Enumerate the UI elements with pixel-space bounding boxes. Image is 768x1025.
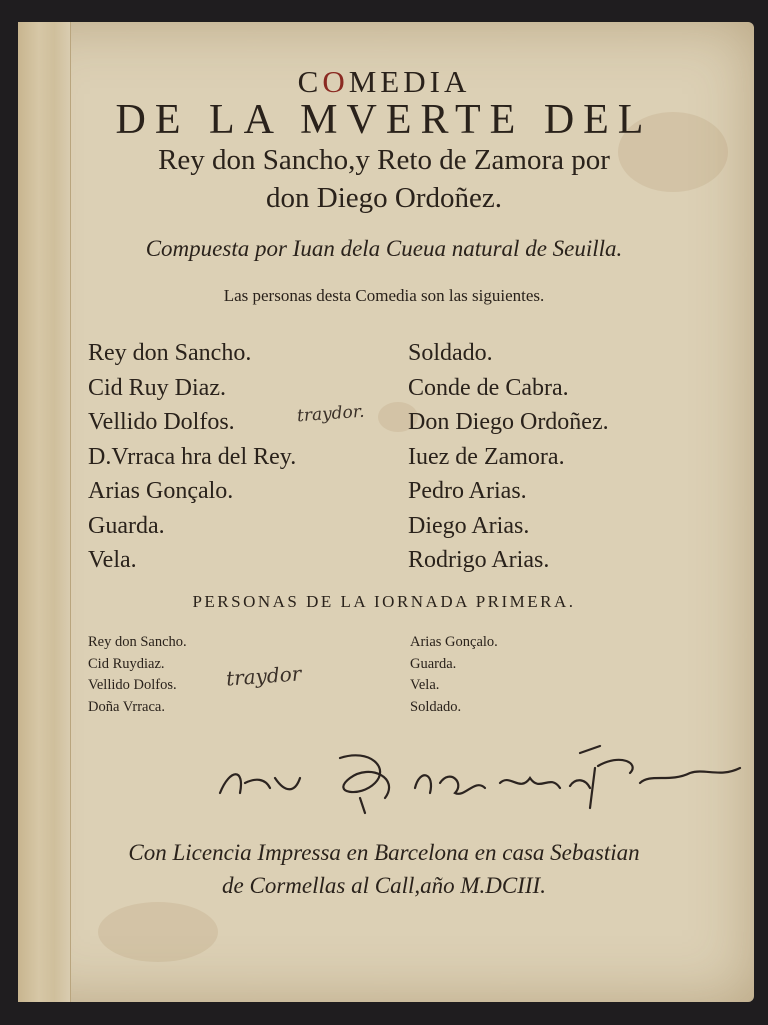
persona-item: Vela. xyxy=(88,547,137,573)
persona-item: Arias Gonçalo. xyxy=(88,478,234,504)
jornada-right-column xyxy=(410,632,498,718)
imprint-line: de Cormellas al Call,año M.DCIII. xyxy=(222,873,546,898)
jornada-item: Arias Gonçalo. xyxy=(410,634,498,650)
persona-item: Soldado. xyxy=(408,340,493,366)
persona-item: Vellido Dolfos. xyxy=(88,409,235,435)
persona-item: Iuez de Zamora. xyxy=(408,443,565,470)
persona-item: Pedro Arias. xyxy=(408,478,527,504)
personas-right-column xyxy=(408,336,609,578)
handwritten-annotation: traydor. xyxy=(296,401,366,427)
handwritten-signature xyxy=(200,738,760,818)
persona-item: Rey don Sancho. xyxy=(88,340,252,366)
jornada-item: Vellido Dolfos. xyxy=(88,677,177,693)
persona-item: Conde de Cabra. xyxy=(408,374,569,401)
paper-stain xyxy=(98,902,218,962)
title-line-4: don Diego Ordoñez. xyxy=(266,182,502,214)
persona-item: D.Vrraca hra del Rey. xyxy=(88,443,297,470)
imprint-line: Con Licencia Impressa en Barcelona en casa Sebastian xyxy=(128,840,640,865)
handwritten-annotation: traydor xyxy=(225,661,302,691)
title-line-3: Rey don Sancho,y Reto de Zamora por xyxy=(158,144,610,176)
imprint xyxy=(0,836,768,902)
title-line-2: DE LA MVERTE DEL xyxy=(115,97,653,143)
jornada-item: Doña Vrraca. xyxy=(88,698,165,715)
personas-left-column xyxy=(88,336,296,578)
jornada-left-column xyxy=(88,632,187,718)
author-line: Compuesta por Iuan dela Cueua natural de Seuilla. xyxy=(145,236,623,261)
personas-heading: Las personas desta Comedia son las siguientes. xyxy=(223,286,545,305)
persona-item: Rodrigo Arias. xyxy=(408,547,550,573)
persona-item: Don Diego Ordoñez. xyxy=(408,409,609,435)
title-line-1: COMEDIA xyxy=(297,64,471,99)
jornada-item: Guarda. xyxy=(410,655,457,672)
jornada-item: Cid Ruydiaz. xyxy=(88,655,165,672)
persona-item: Guarda. xyxy=(88,512,165,539)
jornada-item: Vela. xyxy=(410,677,440,693)
jornada-item: Rey don Sancho. xyxy=(88,634,187,650)
persona-item: Diego Arias. xyxy=(408,512,530,539)
jornada-heading: PERSONAS DE LA IORNADA PRIMERA. xyxy=(192,592,576,611)
persona-item: Cid Ruy Diaz. xyxy=(88,374,226,401)
jornada-item: Soldado. xyxy=(410,698,462,715)
